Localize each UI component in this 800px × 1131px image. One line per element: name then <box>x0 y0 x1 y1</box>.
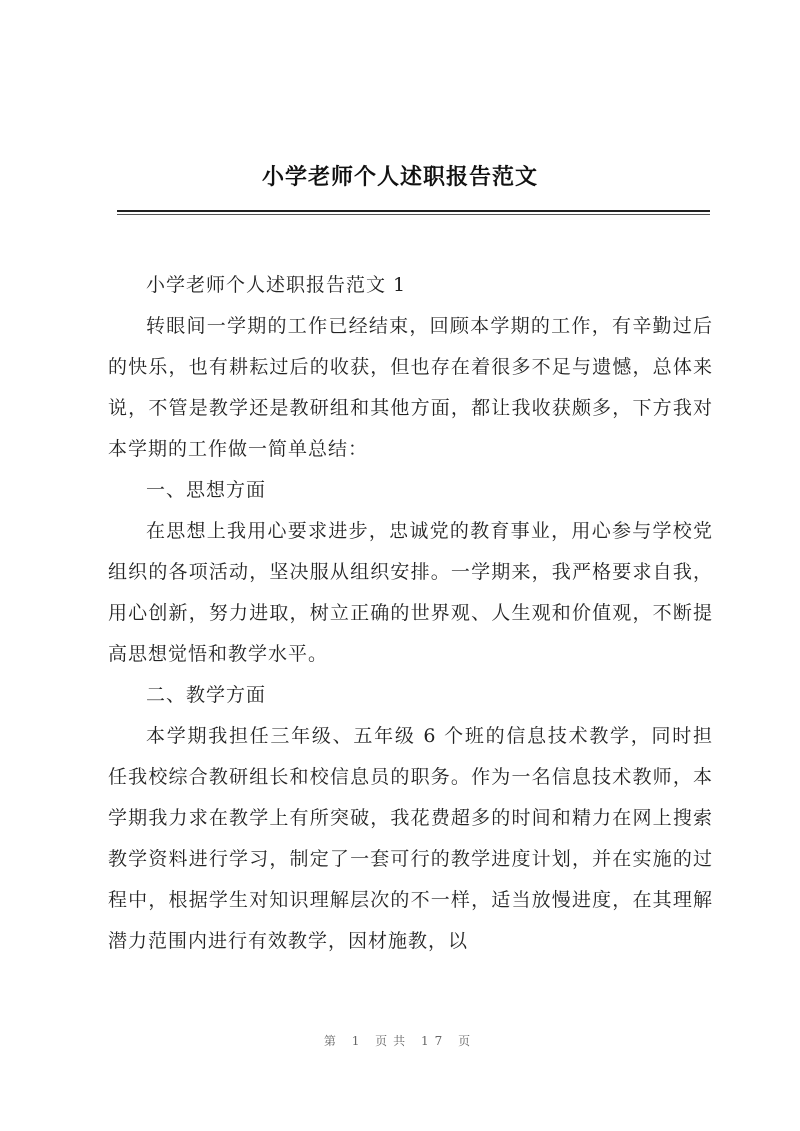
subsection-heading: 一、思想方面 <box>146 479 267 501</box>
document-body <box>108 265 713 962</box>
body-paragraph: 本学期我担任三年级、五年级 6 个班的信息技术教学，同时担任我校综合教研组长和校信息员的职务。作为一名信息技术教师，本学期我力求在教学上有所突破，我花费超多的时间和精力在网上搜索教学资料进行学习，制定了一套可行的教学进度计划，并在实施的过程中，根据学生对知识理解层次的不一样，适当放慢进度，在其理解潜力范围内进行有效教学，因材施教，以 <box>108 725 713 952</box>
section-heading: 小学老师个人述职报告范文 1 <box>146 274 407 296</box>
body-paragraph: 转眼间一学期的工作已经结束，回顾本学期的工作，有辛勤过后的快乐，也有耕耘过后的收获，但也存在着很多不足与遗憾，总体来说，不管是教学还是教研组和其他方面，都让我收获颇多，下方我对本学期的工作做一简单总结： <box>108 315 713 460</box>
title-underline <box>117 210 710 212</box>
document-title: 小学老师个人述职报告范文 <box>261 164 538 190</box>
body-paragraph: 在思想上我用心要求进步，忠诚党的教育事业，用心参与学校党组织的各项活动，坚决服从组织安排。一学期来，我严格要求自我，用心创新，努力进取，树立正确的世界观、人生观和价值观，不断提高思想觉悟和教学水平。 <box>108 520 713 665</box>
subsection-heading: 二、教学方面 <box>146 684 267 706</box>
page-footer: 第 1 页共 17 页 <box>323 1034 477 1048</box>
title-underline-thin <box>117 214 710 215</box>
